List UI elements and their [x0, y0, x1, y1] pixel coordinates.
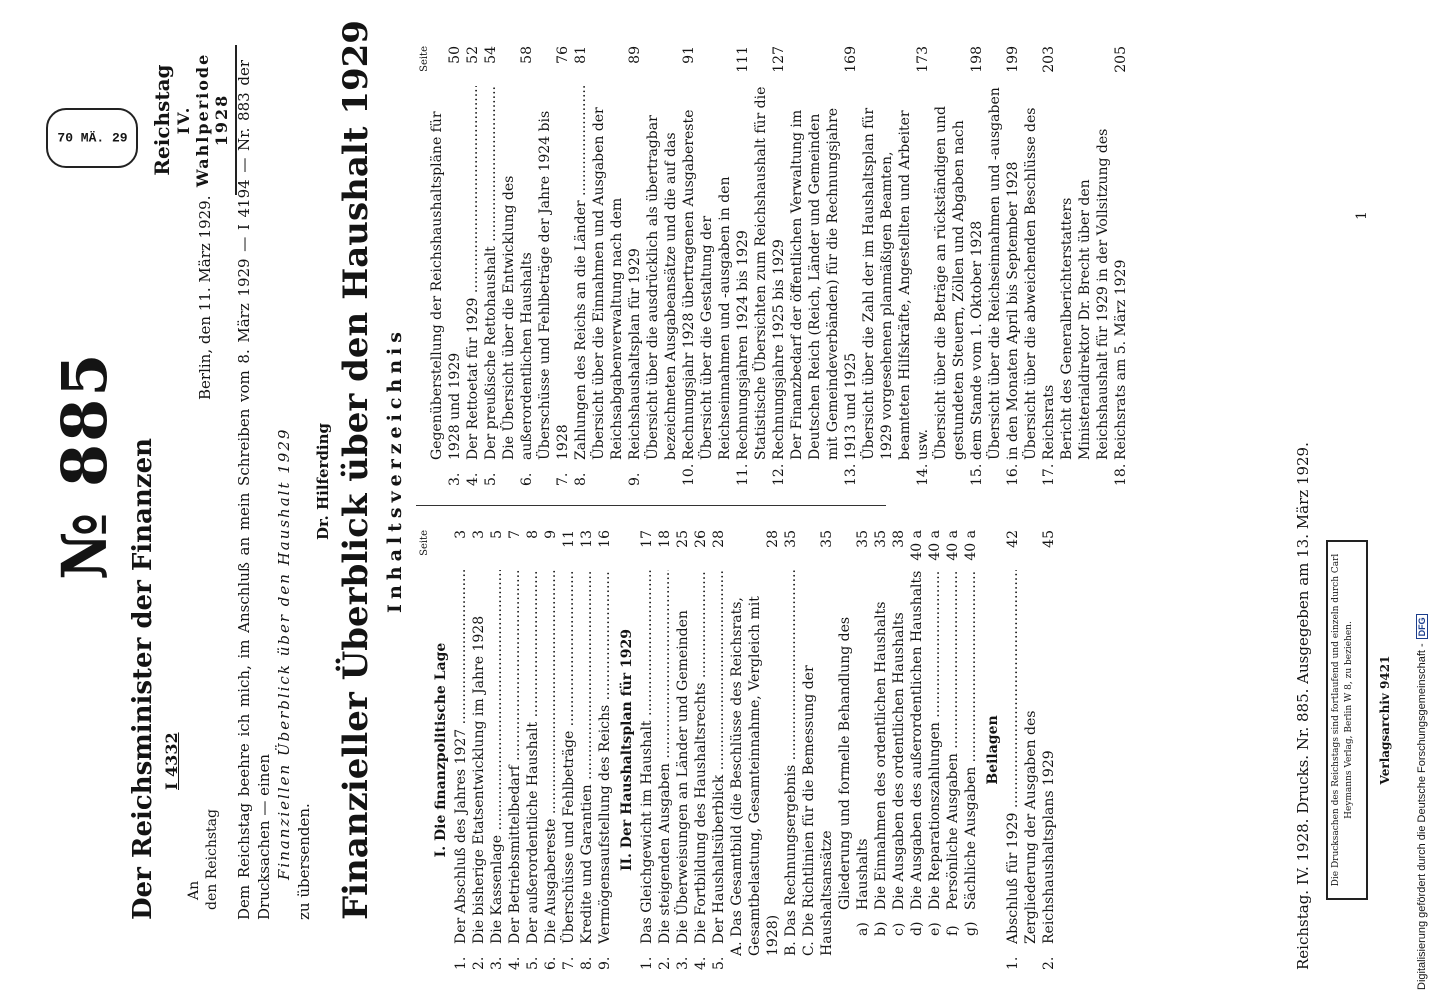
toc-entry [464, 46, 482, 486]
toc-entry [986, 46, 1022, 486]
toc-entry-page: 205 [1113, 46, 1129, 73]
toc-entry-text: Die bisherige Etatsentwicklung im Jahre 1928 [471, 615, 487, 944]
toc-entry-text: Übersicht über die Reichseinnahmen und -ausgaben in den Monaten April bis September 1928 [987, 87, 1021, 460]
signature: Dr. Hilferding [314, 422, 332, 540]
letter-body [234, 60, 314, 920]
toc-entry-number: 1. [1005, 956, 1021, 970]
toc-entry-number: a) [855, 922, 871, 936]
toc-entry-text: Übersicht über die abweichenden Beschlüsse des Reichsrats [1023, 107, 1057, 460]
toc-entry-text: Die Übersicht über die Entwicklung des außerordentlichen Haushalts [501, 175, 535, 460]
toc-entry-number: 1. [639, 956, 655, 970]
toc-entry-text: Übersicht über die Beträge an rückständigen und gestundeten Steuern, Zöllen und Abgaben nach dem Stande vom 1. Oktober 1928 [933, 105, 985, 460]
address-an: An [186, 880, 202, 900]
toc-entry [452, 530, 470, 970]
letter-intro: Dem Reichstag beehre ich mich, im Anschluß an mein Schreiben vom 8. März 1929 — I 4194 — Nr. 883 der Drucksachen — einen [235, 60, 273, 920]
toc-entry-page: 16 [597, 530, 613, 548]
toc-entry [752, 46, 788, 486]
toc-entry-text: Überschüsse und Fehlbeträge ..... [560, 570, 578, 944]
toc-entry-page: 40 a [909, 530, 925, 561]
toc-entry [692, 530, 710, 970]
toc-entry-text: Sächliche Ausgaben ..... [962, 570, 980, 910]
toc-entry [836, 530, 872, 970]
toc-entry-number: 7. [555, 472, 571, 486]
toc-entry-page: 40 a [945, 530, 961, 561]
toc-entry-page: 5 [489, 530, 505, 539]
toc-entry-page: 91 [681, 46, 697, 64]
toc-entry-page: 127 [771, 46, 787, 73]
toc-entry [488, 530, 506, 970]
toc-entry [1022, 530, 1058, 970]
toc-entry-text: A. Das Gesamtbild (die Beschlüsse des Reichsrats, Gesamtbelastung, Gesamteinnahme, Vergleich mit 1928) [729, 596, 781, 956]
toc-entry-number: 17. [1041, 463, 1057, 486]
section-1-list [452, 530, 614, 970]
toc-entry-page: 42 [1005, 530, 1021, 548]
toc-entry-number: 7. [561, 956, 577, 970]
toc-entry-text: C. Die Richtlinien für die Bemessung der Haushaltsansätze [801, 665, 835, 956]
toc-entry-page: 199 [1005, 46, 1021, 73]
toc-entry-text: Persönliche Ausgaben ..... [944, 570, 962, 910]
toc-entry-page: 169 [843, 46, 859, 73]
toc-entry [590, 46, 644, 486]
footer-line: Reichstag. IV. 1928. Drucks. Nr. 885. Ausgegeben am 13. März 1929. [1294, 442, 1312, 970]
toc-entry-number: c) [891, 922, 907, 936]
toc-entry-text: B. Das Rechnungsergebnis ..... [782, 570, 800, 956]
toc-entry [908, 530, 926, 970]
toc-entry-page: 11 [561, 530, 577, 548]
toc-entry-page: 35 [783, 530, 799, 548]
toc-entry [926, 530, 944, 970]
toc-entry-page: 111 [735, 46, 751, 73]
toc-entry-page: 54 [483, 46, 499, 64]
toc-entry-text: Zergliederung der Ausgaben des Reichshaushaltsplans 1929 [1023, 710, 1057, 944]
toc-entry-number: 13. [843, 463, 859, 486]
seite-label: Seite [419, 46, 430, 72]
toc-entry-page: 40 a [927, 530, 943, 561]
column-divider [416, 505, 886, 506]
toc-entry-number: f) [945, 925, 961, 936]
toc-entry-page: 25 [675, 530, 691, 548]
toc-entry [872, 530, 890, 970]
toc-entry-text: Die Reparationszahlungen ..... [926, 570, 944, 910]
toc-title: Inhaltsverzeichnis [384, 327, 406, 613]
toc-entry-text: Die Fortbildung des Haushaltsrechts ..... [692, 570, 710, 944]
toc-entry [728, 530, 782, 970]
toc-entry-number: b) [873, 921, 889, 936]
toc-entry-page: 81 [573, 46, 589, 64]
toc-entry-number: 4. [693, 956, 709, 970]
toc-entry-text: Gliederung und formelle Behandlung des Haushalts [837, 616, 871, 910]
toc-entry-text: Die Ausgaben des ordentlichen Haushalts [891, 612, 907, 910]
toc-entry [470, 530, 488, 970]
stamp-text: 70 MÄ. 29 [56, 130, 128, 146]
toc-entry-page: 198 [969, 46, 985, 73]
toc-entry [578, 530, 596, 970]
toc-entry-number: 16. [1005, 463, 1021, 486]
toc-entry [932, 46, 986, 486]
toc-entry-text: Vermögensaufstellung des Reichs ..... [596, 570, 614, 944]
section-heading-1: I. Die finanzpolitische Lage [433, 642, 449, 858]
minister-heading: Der Reichsminister der Finanzen [128, 437, 158, 920]
toc-entry-number: 4. [465, 472, 481, 486]
toc-entry-page: 3 [453, 530, 469, 539]
toc-entry-page: 17 [639, 530, 655, 548]
toc-entry [962, 530, 980, 970]
toc-left-column [416, 530, 1058, 970]
toc-entry-number: 18. [1113, 463, 1129, 486]
dfg-logo: DFG [1416, 614, 1428, 639]
toc-entry-number: e) [927, 922, 943, 936]
toc-entry-number: g) [963, 921, 979, 936]
toc-entry-page: 3 [471, 530, 487, 539]
toc-entry-page: 50 [447, 46, 463, 64]
toc-entry-text: Bericht des Generalberichterstatters Ministerialdirektor Dr. Brecht über den Reichshaushalt für 1929 in der Vollsitzung des Reichsrats am 5. März 1929 [1059, 128, 1129, 460]
appendix-list [428, 46, 1130, 486]
toc-entry-page: 35 [873, 530, 889, 548]
toc-entry-page: 203 [1041, 46, 1057, 73]
document-number: № 885 [48, 351, 121, 580]
toc-entry-text: Übersicht über die Zahl der im Haushaltsplan für 1929 vorgesehenen planmäßigen Beamten, beamteten Hilfskräfte, Angestellten und Arbeiter usw. [861, 107, 931, 460]
toc-entry [674, 530, 692, 970]
toc-entry [710, 530, 728, 970]
toc-entry-number: 11. [735, 463, 751, 486]
toc-entry-text: Das Gleichgewicht im Haushalt ..... [638, 570, 656, 944]
toc-entry-number: 4. [507, 956, 523, 970]
toc-entry [1058, 46, 1130, 486]
toc-entry-page: 7 [507, 530, 523, 539]
toc-entry-text: Der Betriebsmittelbedarf ..... [506, 570, 524, 944]
toc-entry-text: Übersicht über die Gestaltung der Reichseinnahmen und -ausgaben in den Rechnungsjahren 1924 bis 1929 [699, 176, 751, 460]
toc-entry-number: 2. [471, 956, 487, 970]
toc-entry-text: Die steigenden Ausgaben ..... [656, 570, 674, 944]
toc-entry-text: Der Abschluß des Jahres 1927 ..... [452, 570, 470, 944]
toc-entry-number: 2. [657, 956, 673, 970]
reichstag-label: Reichstag [150, 64, 174, 176]
toc-entry [656, 530, 674, 970]
toc-entry-page: 40 a [963, 530, 979, 561]
toc-entry-page: 26 [693, 530, 709, 548]
toc-entry-number: 5. [711, 956, 727, 970]
toc-entry [644, 46, 698, 486]
toc-entry-page: 58 [519, 46, 535, 64]
toc-entry-number: 6. [543, 956, 559, 970]
toc-entry [482, 46, 500, 486]
toc-entry-number: 6. [519, 472, 535, 486]
beilagen-list [1004, 530, 1058, 970]
address-recipient: den Reichstag [204, 809, 220, 910]
reichstag-block [150, 40, 237, 200]
toc-entry-number: 9. [627, 472, 643, 486]
toc-entry-page: 35 [819, 530, 835, 548]
toc-entry-number: 2. [1041, 956, 1057, 970]
toc-entry [500, 46, 536, 486]
page-number: 1 [1354, 211, 1370, 220]
toc-entry-page: 28 [765, 530, 781, 548]
toc-entry-page: 173 [915, 46, 931, 73]
beilagen-heading: Beilagen [985, 715, 1001, 785]
toc-entry-page: 38 [891, 530, 907, 548]
wahlperiode-label: IV. Wahlperiode [174, 52, 212, 188]
toc-entry-text: Die Ausgabereste ..... [542, 570, 560, 944]
toc-entry [698, 46, 752, 486]
document-title: Finanzieller Überblick über den Haushalt 1929 [336, 20, 376, 920]
toc-entry-page: 13 [579, 530, 595, 548]
receipt-stamp [46, 108, 138, 168]
toc-entry [788, 46, 860, 486]
toc-entry-text: Die Überweisungen an Länder und Gemeinden [675, 610, 691, 944]
toc-entry-page: 8 [525, 530, 541, 539]
section-c-sublist [836, 530, 980, 970]
toc-entry [800, 530, 836, 970]
toc-entry [782, 530, 800, 970]
publisher-box: Die Drucksachen des Reichstags sind fortlaufend und einzeln durch Carl Heymanns Verlag, Berlin W 8, zu beziehen. [1326, 540, 1368, 900]
section-2-list [638, 530, 728, 970]
toc-entry-page: 28 [711, 530, 727, 548]
letter-closing: zu übersenden. [295, 803, 313, 920]
letter-subject: Finanziellen Überblick über den Haushalt 1929 [275, 427, 293, 880]
toc-entry [1022, 46, 1058, 486]
toc-entry [524, 530, 542, 970]
toc-entry [536, 46, 572, 486]
toc-entry-page: 52 [465, 46, 481, 64]
dfg-text: Digitalisierung gefördert durch die Deutsche Forschungsgemeinschaft - [1416, 643, 1428, 990]
toc-entry-text: Übersicht über die Einnahmen und Ausgaben der Reichsabgabenverwaltung nach dem Reichshaushaltsplan für 1929 [591, 107, 643, 460]
toc-entry-page: 9 [543, 530, 559, 539]
file-number: I 4332 [162, 732, 181, 790]
dfg-credit [1416, 614, 1428, 990]
toc-entry [860, 46, 932, 486]
verlag-number: Verlagsarchiv 9421 [1378, 655, 1392, 785]
toc-entry-number: 3. [447, 472, 463, 486]
toc-entry-text: Kredite und Garantien ..... [578, 570, 596, 944]
toc-entry-page: 45 [1041, 530, 1057, 548]
toc-entry-text: Die Kassenlage ..... [488, 570, 506, 944]
toc-entry-text: Der Rettoetat für 1929 ..... [464, 86, 482, 460]
toc-entry-number: 12. [771, 463, 787, 486]
toc-entry-text: Überschüsse und Fehlbeträge der Jahre 1924 bis 1928 [537, 110, 571, 460]
toc-entry [638, 530, 656, 970]
toc-entry-page: 35 [855, 530, 871, 548]
toc-entry [944, 530, 962, 970]
toc-entry-number: 14. [915, 463, 931, 486]
toc-entry-number: 5. [483, 472, 499, 486]
toc-entry [506, 530, 524, 970]
seite-label: Seite [419, 530, 430, 556]
toc-entry-number: 8. [579, 956, 595, 970]
toc-entry [428, 46, 464, 486]
toc-entry-text: Der preußische Rettohaushalt ..... [482, 86, 500, 460]
toc-entry-number: 15. [969, 463, 985, 486]
toc-entry-text: Abschluß für 1929 ..... [1004, 570, 1022, 944]
toc-entry-text: Zahlungen des Reichs an die Länder ..... [572, 86, 590, 460]
toc-entry-text: Der Finanzbedarf der öffentlichen Verwaltung im Deutschen Reich (Reich, Länder und Gemeinden mit Gemeindeverbänden) für die Rechnungsjahre 1913 und 1925 [789, 107, 859, 460]
toc-entry-number: 5. [525, 956, 541, 970]
toc-entry-text: Gegenüberstellung der Reichshaushaltspläne für 1928 und 1929 [429, 111, 463, 460]
date-line: Berlin, den 11. März 1929. [196, 195, 214, 400]
toc-entry [572, 46, 590, 486]
toc-entry-number: 1. [453, 956, 469, 970]
toc-entry-number: 3. [675, 956, 691, 970]
toc-entry-text: Die Einnahmen des ordentlichen Haushalts [873, 601, 889, 910]
toc-entry-page: 76 [555, 46, 571, 64]
toc-entry-number: 3. [489, 956, 505, 970]
toc-entry [542, 530, 560, 970]
toc-entry-number: 10. [681, 463, 697, 486]
toc-right-column [416, 46, 1130, 486]
section-heading-2: II. Der Haushaltsplan für 1929 [619, 628, 635, 872]
toc-entry-text: Übersicht über die ausdrücklich als übertragbar bezeichneten Ausgabeansätze und die auf das Rechnungsjahr 1928 übertragenen Ausgabereste [645, 109, 697, 460]
toc-entry-text: Die Ausgaben des außerordentlichen Haushalts [909, 570, 925, 910]
toc-entry-number: d) [909, 921, 925, 936]
toc-entry-number: 9. [597, 956, 613, 970]
wahlperiode-year: 1928 [212, 93, 231, 147]
toc-entry [596, 530, 614, 970]
toc-entry-text: Der außerordentliche Haushalt ..... [524, 570, 542, 944]
toc-entry-text: Der Haushaltsüberblick ..... [710, 570, 728, 944]
toc-entry-number: 8. [573, 472, 589, 486]
toc-entry-page: 89 [627, 46, 643, 64]
toc-entry-text: Statistische Übersichten zum Reichshaushalt für die Rechnungsjahre 1925 bis 1929 [753, 86, 787, 460]
toc-entry [1004, 530, 1022, 970]
toc-entry-page: 18 [657, 530, 673, 548]
toc-entry [890, 530, 908, 970]
toc-entry [560, 530, 578, 970]
